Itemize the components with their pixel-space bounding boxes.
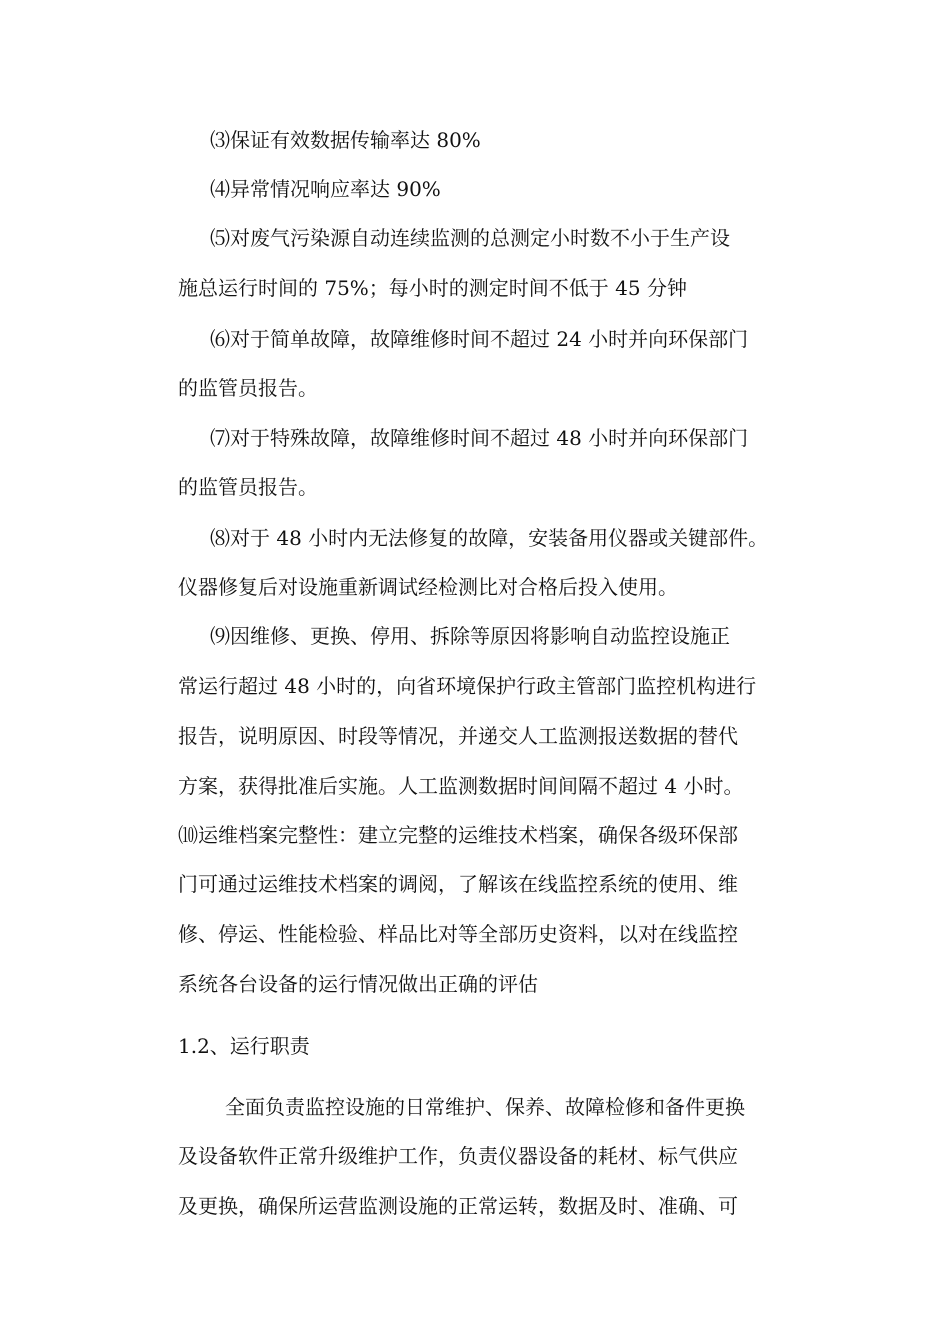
text-line: ⑷异常情况响应率达 90% [210,177,441,201]
text-line: ⑸对废气污染源自动连续监测的总测定小时数不小于生产设 [210,226,730,250]
text-line: 及设备软件正常升级维护工作，负责仪器设备的耗材、标气供应 [178,1144,738,1168]
text-line: ⑼因维修、更换、停用、拆除等原因将影响自动监控设施正 [210,624,730,648]
text-line: 的监管员报告。 [178,475,318,499]
text-line: 修、停运、性能检验、样品比对等全部历史资料，以对在线监控 [178,922,738,946]
text-line: 报告，说明原因、时段等情况，并递交人工监测报送数据的替代 [178,724,738,748]
text-line: 系统各台设备的运行情况做出正确的评估 [178,972,538,996]
text-line: ⑹对于简单故障，故障维修时间不超过 24 小时并向环保部门 [210,327,749,351]
text-line: 施总运行时间的 75%；每小时的测定时间不低于 45 分钟 [178,276,687,300]
text-line: 的监管员报告。 [178,376,318,400]
text-line: ⑶保证有效数据传输率达 80% [210,128,481,152]
text-line: ⑽运维档案完整性：建立完整的运维技术档案，确保各级环保部 [178,823,738,847]
section-heading: 1.2、运行职责 [178,1034,310,1058]
text-line: ⑺对于特殊故障，故障维修时间不超过 48 小时并向环保部门 [210,426,749,450]
text-line: 仪器修复后对设施重新调试经检测比对合格后投入使用。 [178,575,678,599]
text-line: 及更换，确保所运营监测设施的正常运转，数据及时、准确、可 [178,1194,738,1218]
text-line: ⑻对于 48 小时内无法修复的故障，安装备用仪器或关键部件。 [210,526,769,550]
text-line: 全面负责监控设施的日常维护、保养、故障检修和备件更换 [225,1095,745,1119]
text-line: 方案，获得批准后实施。人工监测数据时间间隔不超过 4 小时。 [178,774,744,798]
text-line: 门可通过运维技术档案的调阅，了解该在线监控系统的使用、维 [178,872,738,896]
text-line: 常运行超过 48 小时的，向省环境保护行政主管部门监控机构进行 [178,674,757,698]
